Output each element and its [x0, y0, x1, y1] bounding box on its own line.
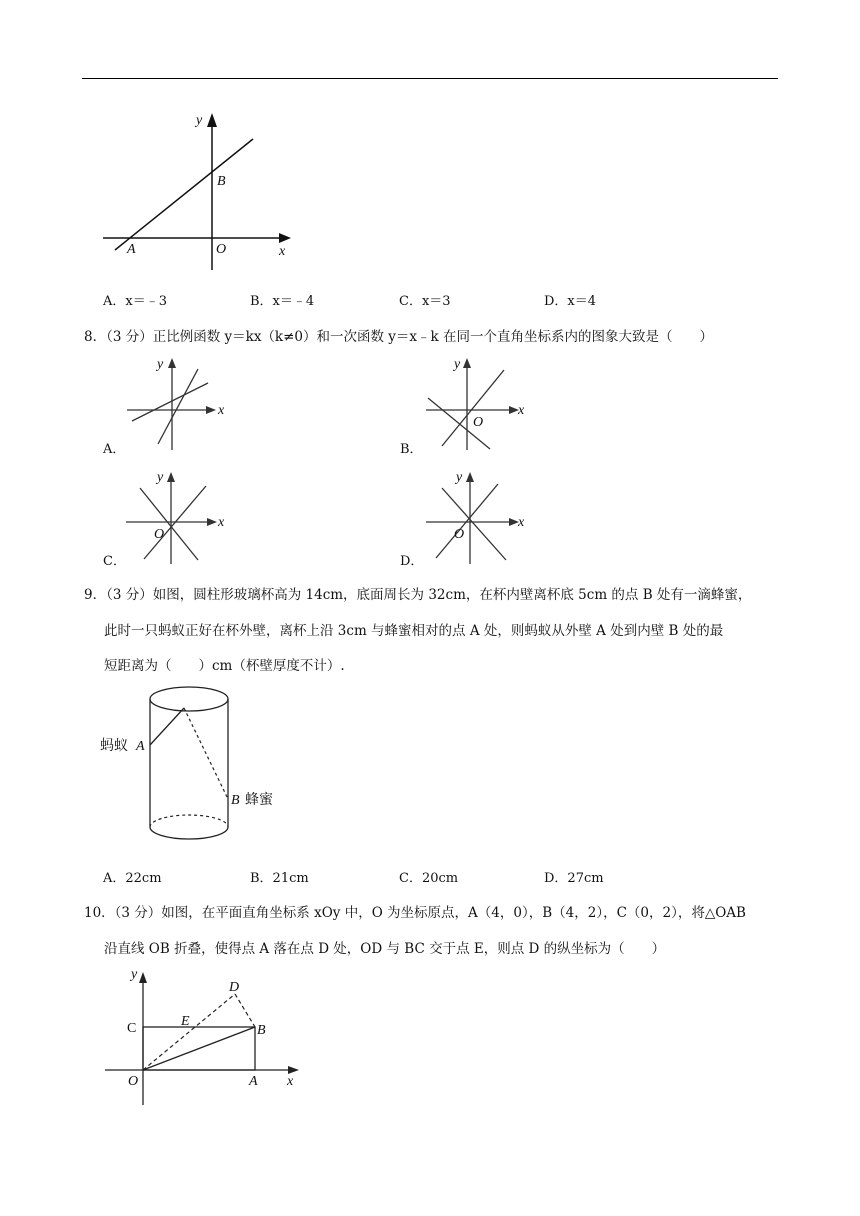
point-a-label: A [127, 242, 136, 257]
q8-graph-a [124, 352, 234, 452]
q9-option-a[interactable]: A．22cm [103, 871, 162, 886]
q8-option-c[interactable]: C． [103, 554, 126, 569]
point-b-label: B [231, 793, 240, 808]
point-b-label: B [217, 174, 226, 189]
point-b-label: B [257, 1023, 266, 1038]
x-axis-label: x [279, 244, 286, 259]
origin-label: O [473, 415, 484, 430]
q8-option-b[interactable]: B． [400, 442, 423, 457]
q10-stem-line-1: 10．（3 分）如图，在平面直角坐标系 xOy 中，O 为坐标原点，A（4，0），B（4，2），C（0，2），将△OAB [84, 905, 746, 921]
q9-option-c[interactable]: C．20cm [399, 871, 459, 886]
x-axis-label: x [518, 403, 525, 418]
point-a-label: A [136, 739, 145, 754]
origin-label: O [454, 527, 465, 542]
q9-stem-line-1: 9．（3 分）如图，圆柱形玻璃杯高为 14cm，底面周长为 32cm，在杯内壁离杯底 5cm 的点 B 处有一滴蜂蜜， [84, 587, 752, 603]
q10-coordinate-figure [95, 960, 315, 1110]
x-axis-label: x [518, 515, 525, 530]
point-d-label: D [229, 980, 240, 995]
q9-cylinder-figure [95, 683, 295, 853]
point-e-label: E [181, 1014, 190, 1029]
q7-option-a[interactable]: A．x＝﹣3 [103, 294, 167, 309]
x-axis-label: x [218, 403, 225, 418]
q7-graph [95, 105, 305, 280]
origin-label: O [128, 1074, 139, 1089]
x-axis-label: x [287, 1074, 294, 1089]
y-axis-label: y [131, 967, 138, 982]
q9-stem-line-2: 此时一只蚂蚁正好在杯外壁，离杯上沿 3cm 与蜂蜜相对的点 A 处，则蚂蚁从外壁 A 处到内壁 B 处的最 [104, 623, 724, 639]
q9-option-b[interactable]: B．21cm [250, 871, 309, 886]
q9-stem-line-3: 短距离为（ ）cm（杯壁厚度不计）. [104, 658, 345, 674]
header-rule [82, 78, 778, 79]
y-axis-label: y [454, 357, 461, 372]
q7-option-d[interactable]: D．x＝4 [544, 294, 597, 309]
q8-graph-d [424, 466, 534, 566]
q7-option-c[interactable]: C．x＝3 [399, 294, 451, 309]
q9-option-d[interactable]: D．27cm [544, 871, 604, 886]
q8-graph-b [424, 352, 534, 452]
honey-label: 蜂蜜 [245, 793, 273, 808]
y-axis-label: y [157, 357, 164, 372]
x-axis-label: x [218, 515, 225, 530]
ant-label: 蚂蚁 [100, 739, 128, 754]
q10-stem-line-2: 沿直线 OB 折叠，使得点 A 落在点 D 处，OD 与 BC 交于点 E，则点 D 的纵坐标为（ ） [104, 941, 666, 957]
q8-option-a[interactable]: A． [103, 442, 126, 457]
q7-option-b[interactable]: B．x＝﹣4 [250, 294, 315, 309]
y-axis-label: y [157, 470, 164, 485]
q8-option-d[interactable]: D． [400, 554, 424, 569]
point-a-label: A [249, 1074, 258, 1089]
y-axis-label: y [456, 470, 463, 485]
q8-graph-c [124, 466, 234, 566]
q8-stem: 8．（3 分）正比例函数 y＝kx（k≠0）和一次函数 y＝x﹣k 在同一个直角坐标系内的图象大致是（ ） [84, 329, 714, 345]
origin-label: O [154, 527, 165, 542]
point-c-label: C [127, 1021, 137, 1036]
y-axis-label: y [196, 113, 203, 128]
origin-label: O [216, 242, 227, 257]
